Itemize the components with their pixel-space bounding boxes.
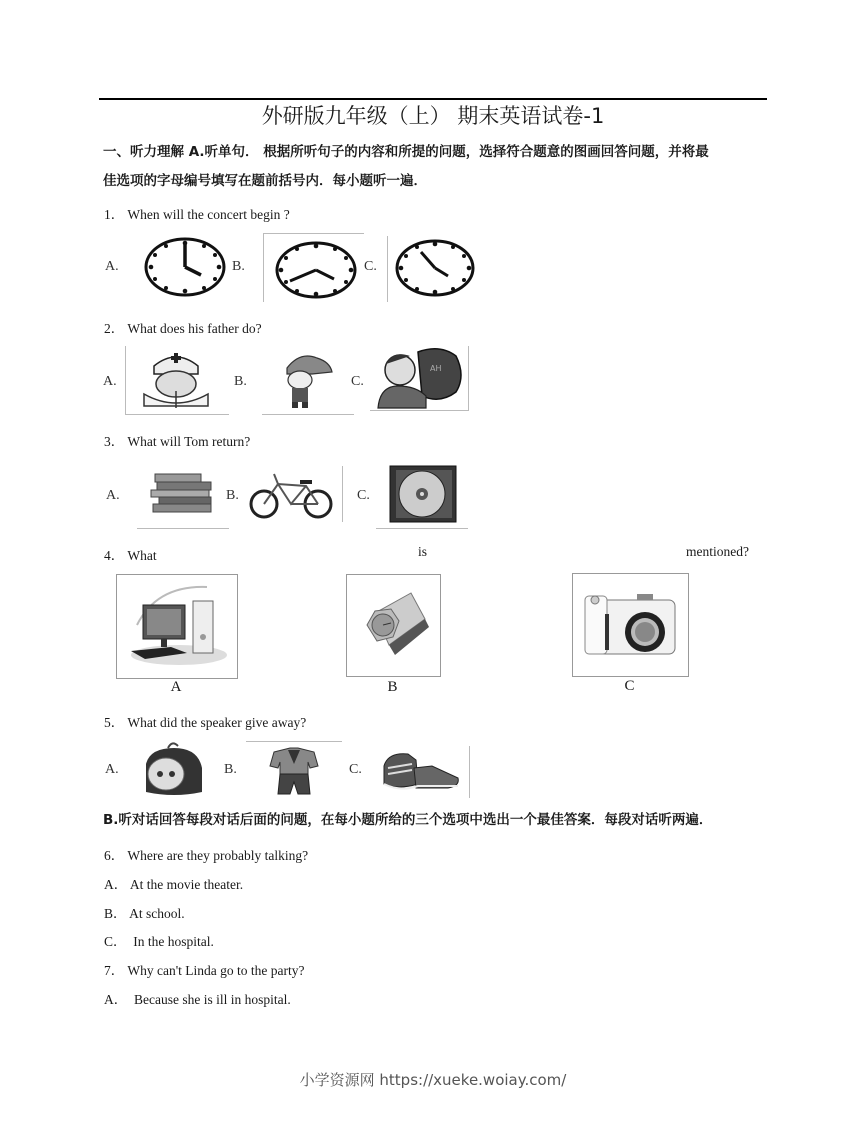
question-4	[104, 544, 752, 564]
answer-option[interactable]	[104, 902, 185, 922]
doctor-icon	[125, 346, 229, 415]
question-number: 5．	[104, 715, 125, 730]
question-number: 4．	[104, 548, 125, 563]
option-label: C.	[364, 259, 377, 274]
question-2	[104, 317, 262, 337]
option-label: C．	[104, 934, 127, 949]
question-text: Where are they probably talking?	[127, 848, 309, 863]
section-a-header	[103, 138, 771, 196]
svg-text:AH: AH	[430, 364, 442, 373]
question-text: What does his father do?	[127, 321, 262, 336]
teacher-icon	[370, 346, 469, 411]
question-6	[104, 844, 308, 864]
option-label: A	[170, 679, 182, 695]
question-text: Why can't Linda go to the party?	[127, 963, 305, 978]
section-a-header-line2: 佳选项的字母编号填写在题前括号内．每小题听一遍．	[103, 173, 427, 189]
question-text-part: What	[127, 548, 157, 563]
question-5	[104, 711, 306, 731]
books-icon	[137, 462, 229, 529]
answer-option[interactable]	[104, 930, 214, 950]
policeman-icon	[262, 346, 354, 415]
option-label: C.	[351, 374, 364, 389]
question-7	[104, 959, 305, 979]
option-label: B.	[232, 259, 245, 274]
option-label: A.	[105, 762, 119, 777]
bicycle-icon	[246, 466, 343, 522]
question-text-part: mentioned?	[686, 544, 749, 559]
option-label: C.	[357, 488, 370, 503]
question-number: 7．	[104, 963, 125, 978]
question-number: 6．	[104, 848, 125, 863]
answer-option[interactable]	[104, 873, 243, 893]
option-label: A．	[104, 877, 128, 892]
section-a-header-line1: 一、听力理解 A.听单句． 根据所听句子的内容和所提的问题，选择符合题意的图画回答问题，并将最	[103, 144, 709, 160]
option-label: B	[387, 679, 398, 695]
option-label: C.	[349, 762, 362, 777]
sneakers-icon	[378, 746, 470, 798]
option-text: At school.	[129, 906, 185, 921]
option-label: A.	[106, 488, 120, 503]
question-text: When will the concert begin ?	[127, 207, 290, 222]
question-3	[104, 430, 250, 450]
option-label: B.	[234, 374, 247, 389]
footer-watermark: 小学资源网 https://xueke.woiay.com/	[299, 1071, 567, 1089]
question-number: 3．	[104, 434, 125, 449]
question-number: 1．	[104, 207, 125, 222]
option-label: A．	[104, 992, 128, 1007]
question-number: 2．	[104, 321, 125, 336]
question-text: What did the speaker give away?	[127, 715, 307, 730]
camera-icon	[572, 573, 689, 677]
cd-icon	[376, 464, 468, 529]
option-text: Because she is ill in hospital.	[130, 992, 291, 1007]
computer-icon	[116, 574, 238, 679]
page-title: 外研版九年级（上） 期末英语试卷-1	[261, 104, 605, 128]
watch-icon	[346, 574, 441, 677]
option-label: B.	[226, 488, 239, 503]
clock-icon-4-55	[387, 236, 480, 302]
clock-icon-8-20	[263, 233, 364, 302]
option-label: B.	[224, 762, 237, 777]
option-label: A.	[105, 259, 119, 274]
option-label: C	[624, 678, 635, 694]
option-label: B．	[104, 906, 127, 921]
answer-option[interactable]	[104, 988, 291, 1008]
question-1	[104, 203, 290, 223]
clock-icon-4-oclock	[143, 236, 227, 298]
clothes-icon	[246, 741, 342, 800]
option-text: In the hospital.	[129, 934, 214, 949]
question-text-part: is	[418, 544, 428, 559]
option-label: A.	[103, 374, 117, 389]
section-b-header: B.听对话回答每段对话后面的问题，在每小题所给的三个选项中选出一个最佳答案．每段对话听两遍．	[103, 812, 713, 828]
backpack-icon	[138, 740, 208, 798]
question-text: What will Tom return?	[127, 434, 251, 449]
option-text: At the movie theater.	[129, 877, 244, 892]
